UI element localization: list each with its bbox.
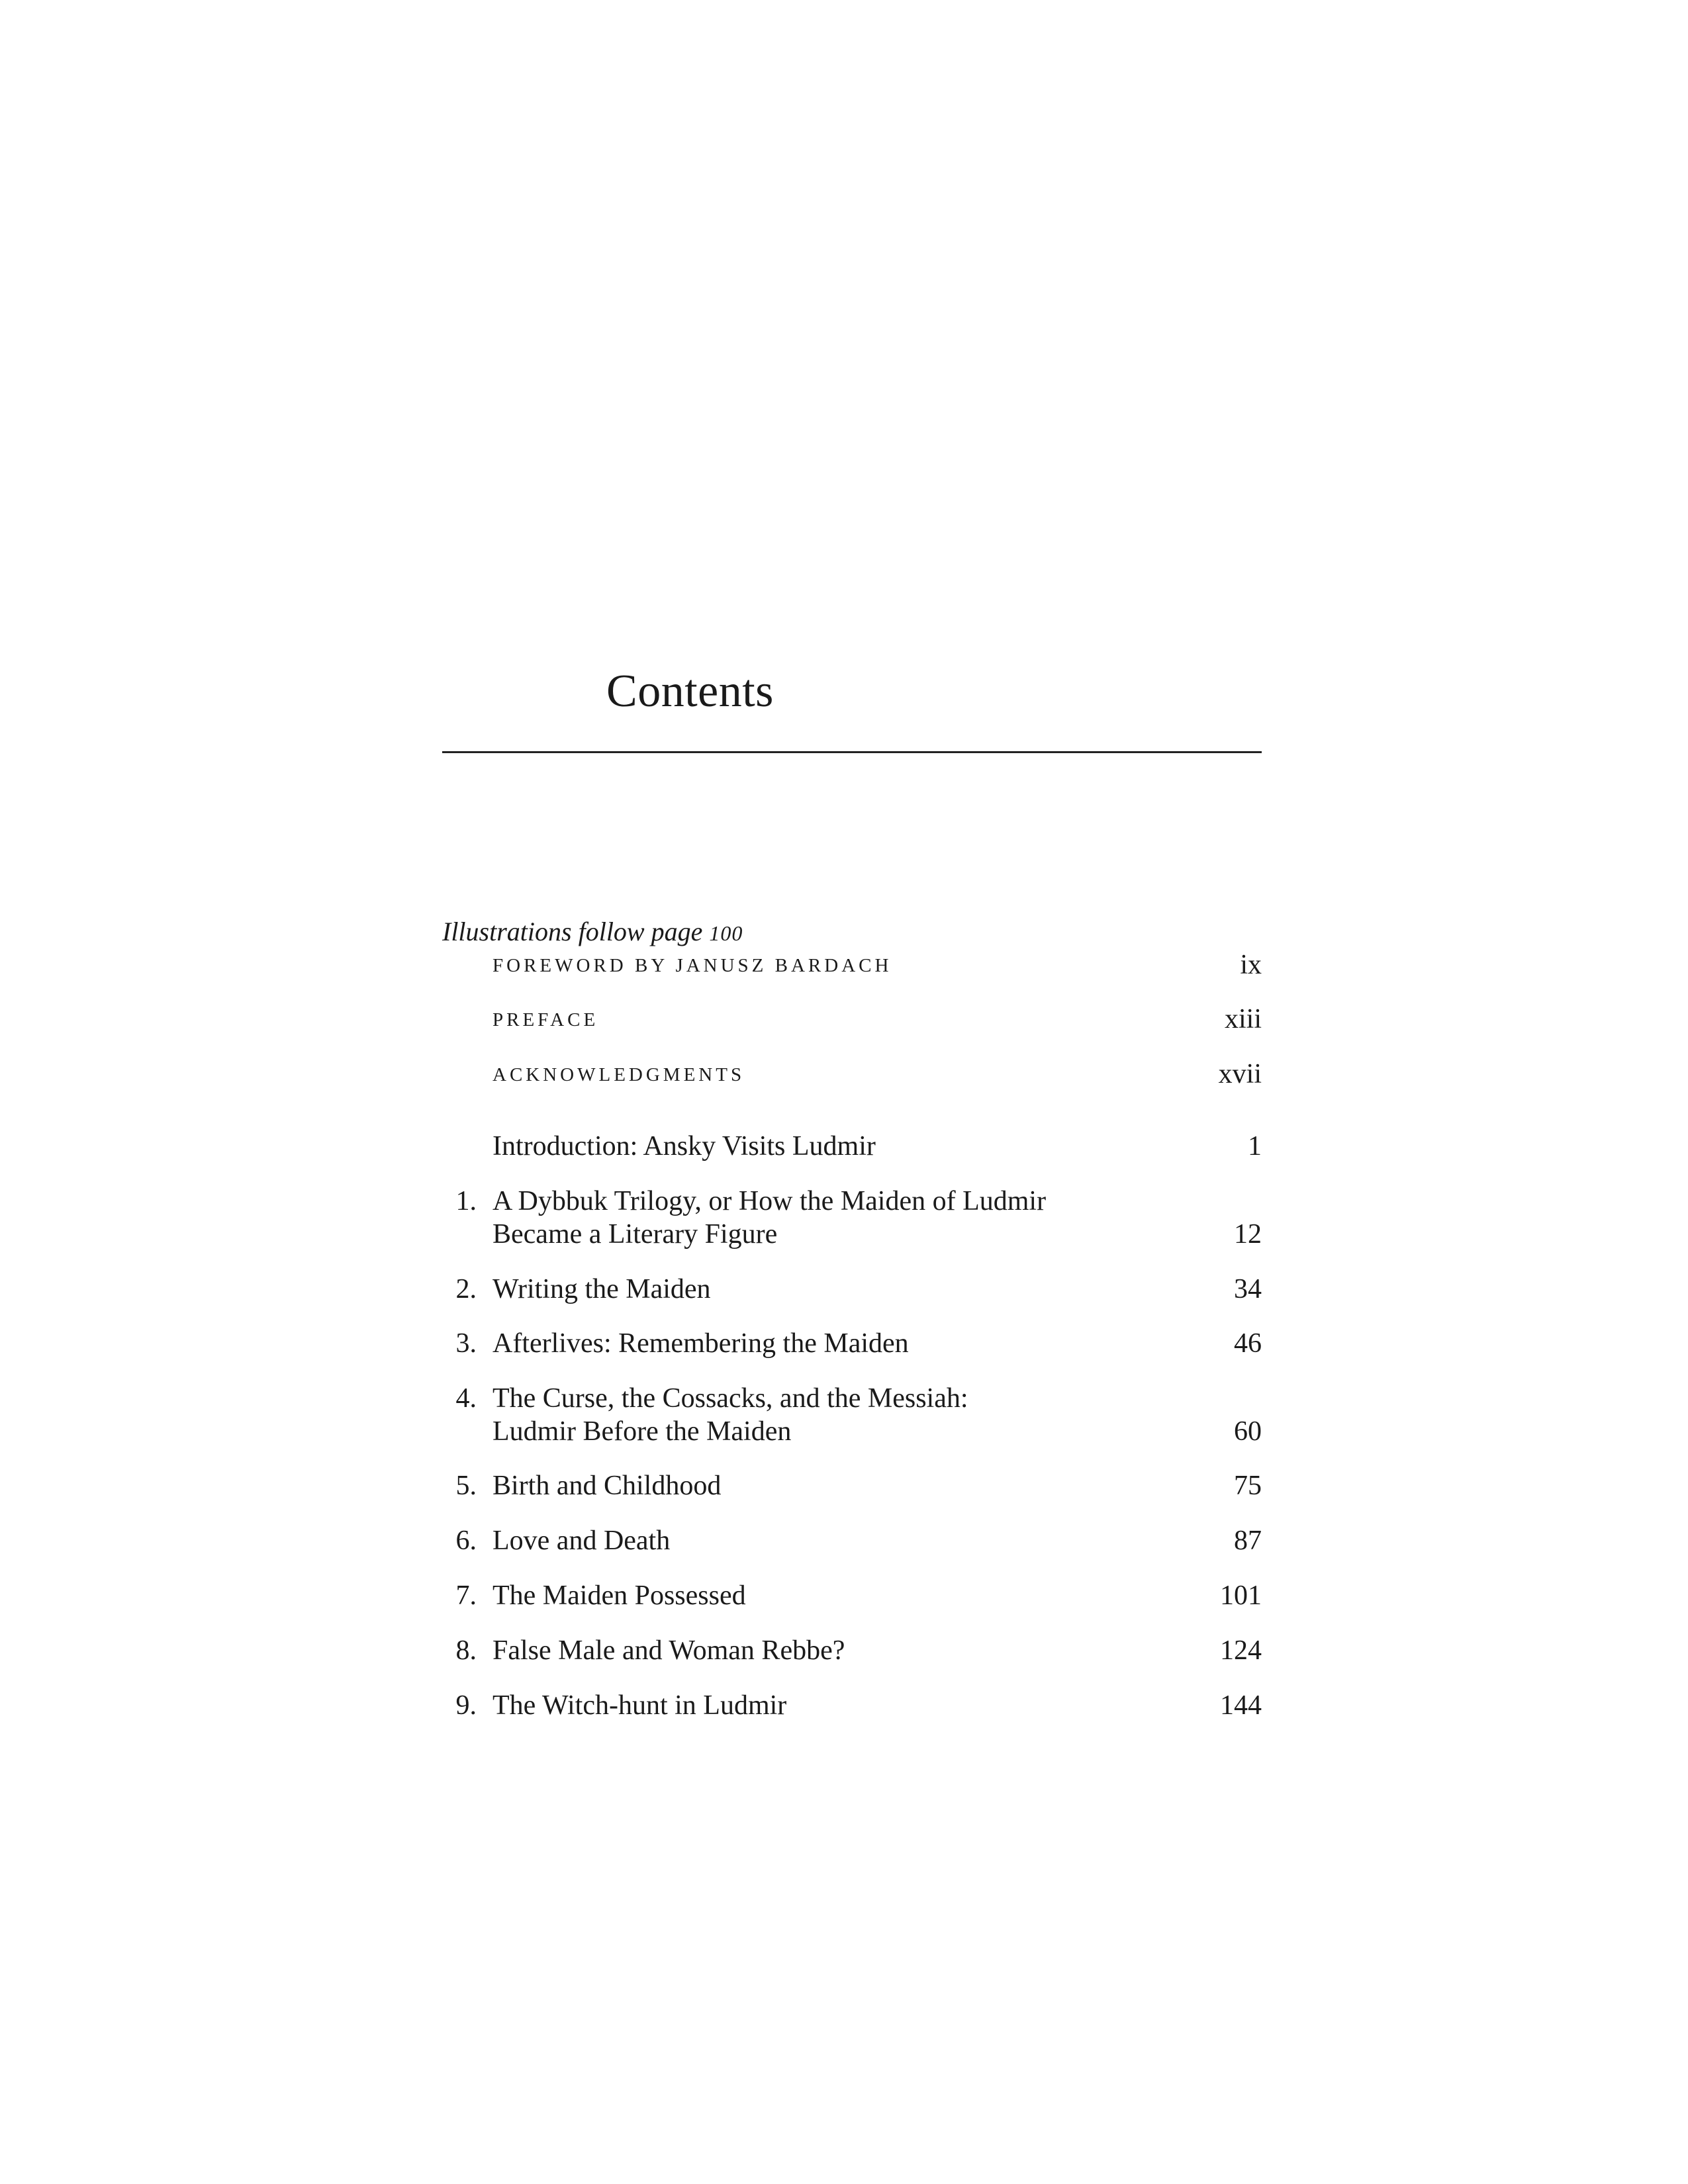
toc-entry-title: Introduction: Ansky Visits Ludmir — [492, 1131, 876, 1161]
toc-entry-title: A Dybbuk Trilogy, or How the Maiden of Ludmir — [492, 1186, 1047, 1216]
toc-entry-number: 9. — [455, 1690, 477, 1721]
toc-entry-chapter-8[interactable] — [442, 1634, 1262, 1667]
toc-entry-number: 5. — [455, 1471, 477, 1501]
title-rule — [442, 751, 1262, 753]
toc-entry-preface[interactable] — [442, 1005, 1262, 1038]
toc-entry-title: Writing the Maiden — [492, 1274, 711, 1304]
toc-entry-page: 46 — [1234, 1328, 1262, 1359]
toc-entry-number: 2. — [455, 1274, 477, 1304]
toc-entry-page: 1 — [1248, 1131, 1262, 1161]
toc-entry-title: The Maiden Possessed — [492, 1580, 746, 1611]
toc-entry-chapter-9[interactable] — [442, 1689, 1262, 1722]
page-title: Contents — [606, 666, 774, 717]
toc-entry-label: PREFACE — [492, 1009, 599, 1030]
illustrations-note — [442, 919, 743, 945]
toc-entry-number: 1. — [455, 1186, 477, 1216]
toc-entry-page: 124 — [1220, 1635, 1262, 1666]
toc-entry-label: ACKNOWLEDGMENTS — [492, 1064, 745, 1085]
toc-entry-title: Afterlives: Remembering the Maiden — [492, 1328, 909, 1359]
toc-entry-chapter-5[interactable] — [442, 1469, 1262, 1502]
toc-entry-title: Love and Death — [492, 1525, 671, 1556]
toc-entry-number: 4. — [455, 1383, 477, 1414]
toc-entry-title-continued: Became a Literary Figure — [492, 1219, 778, 1250]
illustrations-note-page: 100 — [709, 921, 743, 945]
toc-entry-foreword[interactable] — [442, 951, 1262, 984]
toc-entry-page: ix — [1240, 950, 1262, 980]
contents-page — [442, 0, 1262, 2184]
toc-entry-title: Birth and Childhood — [492, 1471, 722, 1501]
toc-entry-page: 144 — [1220, 1690, 1262, 1721]
toc-entry-title: The Witch-hunt in Ludmir — [492, 1690, 787, 1721]
toc-entry-page: 60 — [1234, 1416, 1262, 1447]
toc-entry-page: 12 — [1234, 1219, 1262, 1250]
toc-entry-title: The Curse, the Cossacks, and the Messiah: — [492, 1383, 968, 1414]
toc-entry-introduction[interactable] — [442, 1130, 1262, 1163]
toc-entry-chapter-2[interactable] — [442, 1273, 1262, 1306]
toc-entry-page: 101 — [1220, 1580, 1262, 1611]
toc-entry-chapter-6[interactable] — [442, 1524, 1262, 1557]
toc-entry-chapter-3[interactable] — [442, 1327, 1262, 1360]
toc-entry-page: xiii — [1224, 1004, 1262, 1034]
toc-entry-number: 3. — [455, 1328, 477, 1359]
toc-entry-chapter-1[interactable] — [442, 1185, 1262, 1251]
toc-entry-number: 7. — [455, 1580, 477, 1611]
toc-entry-label: FOREWORD BY JANUSZ BARDACH — [492, 955, 892, 976]
toc-entry-chapter-4[interactable] — [442, 1382, 1262, 1448]
toc-entry-page: 75 — [1234, 1471, 1262, 1501]
toc-entry-number: 8. — [455, 1635, 477, 1666]
toc-entry-chapter-7[interactable] — [442, 1579, 1262, 1612]
toc-entry-title: False Male and Woman Rebbe? — [492, 1635, 845, 1666]
toc-entry-acknowledgments[interactable] — [442, 1060, 1262, 1093]
toc-entry-number: 6. — [455, 1525, 477, 1556]
toc-entry-page: 87 — [1234, 1525, 1262, 1556]
illustrations-note-text: Illustrations follow page — [442, 917, 710, 946]
toc-entry-page: 34 — [1234, 1274, 1262, 1304]
toc-entry-title-continued: Ludmir Before the Maiden — [492, 1416, 792, 1447]
toc-entry-page: xvii — [1218, 1059, 1262, 1089]
